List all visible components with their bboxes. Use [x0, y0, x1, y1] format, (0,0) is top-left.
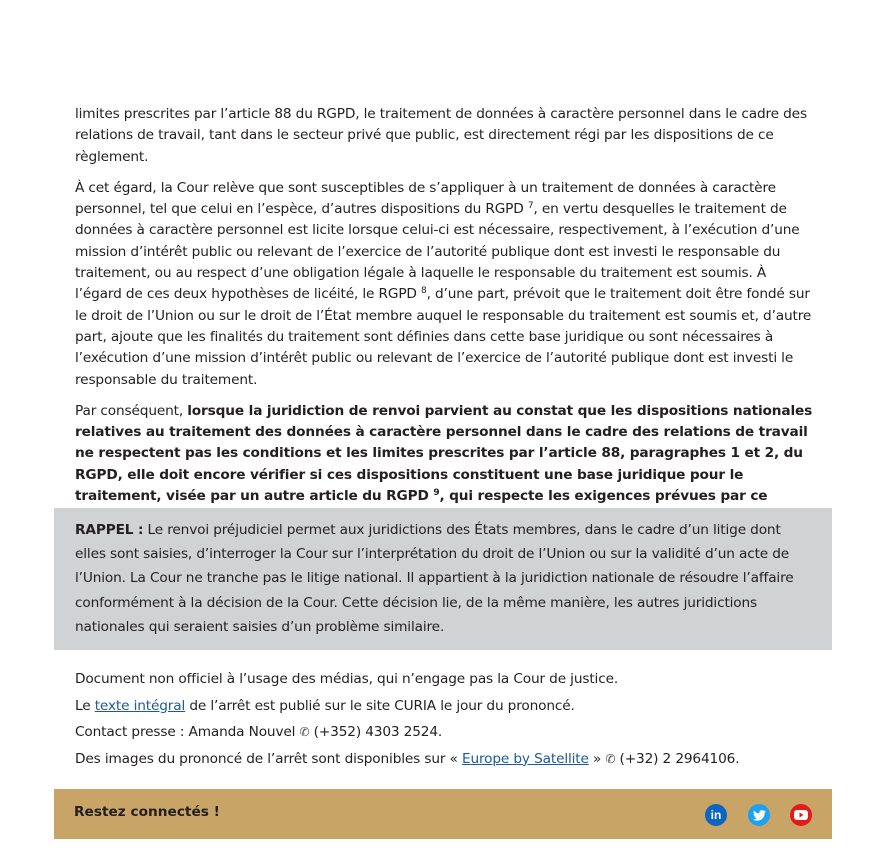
paragraph-1: limites prescrites par l’article 88 du RGPD, le traitement de données à caractère personnel dans le cadre des relations de travail, tant dans le secteur privé que public, est directement régi par les dispositions de ce règlement.	[75, 106, 807, 165]
rappel-label: RAPPEL :	[75, 522, 144, 538]
images-line: Des images du prononcé de l’arrêt sont disponibles sur « Europe by Satellite » ✆ (+32) 2 2964106.	[75, 746, 835, 773]
phone-icon: ✆	[605, 751, 616, 766]
footnote-ref-9[interactable]: 9	[433, 488, 440, 499]
press-release-body	[75, 104, 815, 539]
stay-connected-bar	[54, 789, 832, 839]
rappel-box	[54, 508, 832, 650]
youtube-play-icon	[794, 810, 808, 820]
footnote-ref-8[interactable]: 8	[421, 286, 427, 297]
stay-connected-label: Restez connectés !	[74, 804, 220, 820]
europe-by-satellite-link[interactable]: Europe by Satellite	[461, 750, 589, 767]
phone-icon: ✆	[299, 725, 310, 740]
highlighted-conclusion: lorsque la juridiction de renvoi parvient au constat que les dispositions nationales relatives au traitement des données à caractère personnel dans le cadre des relations de travail ne respectent pas les conditions et les limites prescrites par l’article 88, paragraphes 1 et 2, du RGPD, elle doit encore vérifier si ces dispositions constituent une base juridique pour le traitement, visée par un autre article du RGPD $^9$, qui respecte les exigences prévues par ce	[75, 402, 813, 505]
press-contact-line: Contact presse : Amanda Nouvel ✆ (+352) 4303 2524.	[75, 719, 835, 746]
press-info	[75, 666, 835, 772]
full-text-link[interactable]: texte intégral	[94, 697, 186, 714]
paragraph-2: À cet égard, la Cour relève que sont susceptibles de s’appliquer à un traitement de données à caractère personnel, tel que celui en l’espèce, d’autres dispositions du RGPD $^7$, en vertu desquelles le traitement de données à caractère personnel est licite lorsque celui-ci est nécessaire, respectivement, à l’exécution d’une mission d’intérêt public ou relevant de l’exercice de l’autorité publique dont est investi le responsable du traitement, ou au respect d’une obligation légale à laquelle le responsable du traitement est soumis. À l’égard de ces deux hypothèses de licéité, le RGPD $^8$, d’une part, prévoit que le traitement doit être fondé sur le droit de l’Union ou sur le droit de l’État membre auquel le responsable du traitement est soumis et, d’autre part, ajoute que les finalités du traitement sont définies dans cette base juridique ou sont nécessaires à l’exécution d’une mission d’intérêt public ou relevant de l’exercice de l’autorité publique dont est investi le responsable du traitement.	[75, 179, 812, 388]
disclaimer-line: Document non officiel à l’usage des médias, qui n’engage pas la Cour de justice.	[75, 671, 619, 687]
youtube-icon[interactable]	[790, 804, 812, 826]
footnote-ref-7[interactable]: 7	[527, 201, 534, 212]
paragraph-3: Par conséquent, lorsque la juridiction de renvoi parvient au constat que les dispositions nationales relatives au traitement des données à caractère personnel dans le cadre des relations de travail ne respectent pas les conditions et les limites prescrites par l’article 88, paragraphes 1 et 2, du RGPD, elle doit encore vérifier si ces dispositions constituent une base juridique pour le traitement, visée par un autre article du RGPD $^9$, qui respecte les exigences prévues par ce	[75, 401, 815, 529]
full-text-line: Le texte intégral de l’arrêt est publié sur le site CURIA le jour du prononcé.	[75, 697, 575, 714]
twitter-icon[interactable]	[748, 804, 770, 826]
twitter-bird-icon	[753, 810, 766, 821]
rappel-text: RAPPEL : Le renvoi préjudiciel permet aux juridictions des États membres, dans le cadre d’un litige dont elles sont saisies, d’interroger la Cour sur l’interprétation du droit de l’Union ou sur la validité d’un acte de l’Union. La Cour ne tranche pas le litige national. Il appartient à la juridiction nationale de résoudre l’affaire conformément à la décision de la Cour. Cette décision lie, de la même manière, les autres juridictions nationales qui seraient saisies d’un problème similaire.	[75, 522, 794, 635]
linkedin-icon[interactable]: in	[705, 804, 727, 826]
